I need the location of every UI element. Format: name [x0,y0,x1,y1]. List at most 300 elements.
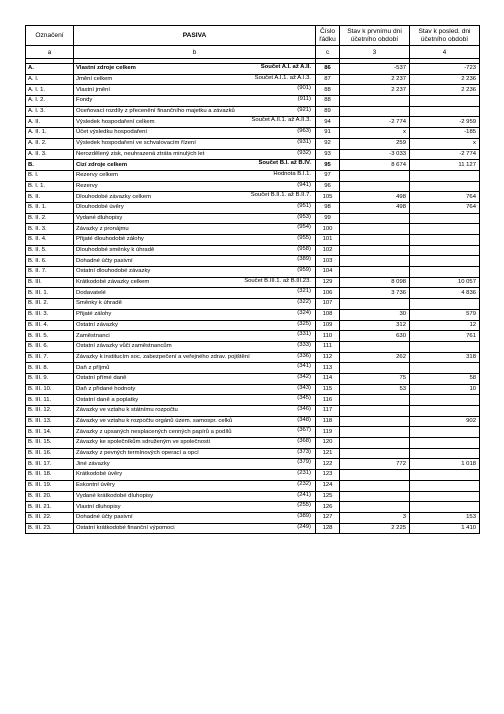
row-code: B. III. 20. [26,491,74,502]
value-first-day [340,491,410,502]
row-account-ref: (255) [297,502,311,509]
row-label: Vydané dluhopisy [76,214,123,221]
row-number: 127 [316,512,340,523]
value-first-day: 259 [340,138,410,149]
row-code: A. II. 1. [26,128,74,139]
row-code: B. III. 2. [26,299,74,310]
row-label: Vlastní jmění [76,86,111,93]
row-number: 125 [316,491,340,502]
row-number: 119 [316,427,340,438]
header-row-number: Číslo řádku [316,26,340,46]
value-first-day: x [340,128,410,139]
balance-sheet [25,25,479,534]
row-label-cell [74,96,316,107]
row-code: A. I. 3. [26,106,74,117]
row-account-ref: (367) [297,427,311,434]
value-last-day: -2 959 [410,117,480,128]
value-last-day: 11 127 [410,160,480,171]
table-row [26,202,480,213]
row-account-ref: (955) [297,235,311,241]
row-number: 95 [316,160,340,171]
row-number: 126 [316,502,340,513]
value-last-day [410,406,480,417]
value-last-day: 318 [410,352,480,363]
row-account-ref: (959) [297,267,311,274]
row-code: B. III. 13. [26,416,74,427]
table-row [26,256,480,267]
row-label: Závazky z pronájmu [76,225,129,232]
row-label: Krátkodobé závazky celkem [76,279,150,286]
row-label-cell [74,224,316,235]
row-code: B. I. 1. [26,181,74,192]
row-code: A. II. 3. [26,149,74,160]
value-first-day [340,299,410,310]
row-account-ref: (341) [297,363,311,370]
row-account-ref: (231) [297,470,311,477]
row-label: Závazky z pevných termínových operací a opcí [76,450,199,457]
table-row [26,512,480,523]
value-first-day: 75 [340,373,410,384]
row-label: Přijaté dlouhodobé zálohy [76,236,144,243]
row-code: B. II. [26,192,74,203]
row-label: Dlouhodobé závazky celkem [76,193,151,200]
value-last-day [410,491,480,502]
row-code: B. II. 1. [26,202,74,213]
row-code: B. III. 18. [26,470,74,481]
value-last-day: 10 057 [410,277,480,288]
value-first-day: 630 [340,331,410,342]
row-code: B. III. 7. [26,352,74,363]
row-label: Jmění celkem [76,76,113,83]
table-row [26,96,480,107]
row-number: 93 [316,149,340,160]
row-account-ref: (951) [297,202,311,209]
row-account-ref: (954) [297,224,311,231]
row-code: A. I. 1. [26,85,74,96]
row-label: Dohadné účty pasivní [76,514,133,521]
row-account-ref: (232) [297,480,311,487]
row-account-ref: (325) [297,320,311,327]
row-code: B. III. 11. [26,395,74,406]
row-code: A. II. 2. [26,138,74,149]
row-account-ref: (389) [297,256,311,263]
row-account-ref: (963) [297,128,311,135]
value-first-day [340,341,410,352]
value-last-day: 153 [410,512,480,523]
value-last-day [410,181,480,192]
value-first-day: 8 674 [340,160,410,171]
header-code: Označení [26,26,74,46]
value-last-day: 4 836 [410,288,480,299]
table-row [26,438,480,449]
table-row [26,138,480,149]
row-account-ref: (321) [297,288,311,295]
value-first-day [340,235,410,246]
row-label-cell [74,331,316,342]
row-code: A. II. [26,117,74,128]
row-number: 106 [316,288,340,299]
row-number: 124 [316,480,340,491]
row-code: B. III. 10. [26,384,74,395]
value-first-day [340,181,410,192]
row-number: 101 [316,235,340,246]
row-number: 122 [316,459,340,470]
row-code: B. III. 4. [26,320,74,331]
value-last-day: 764 [410,202,480,213]
table-row [26,277,480,288]
value-first-day: 498 [340,202,410,213]
row-number: 87 [316,74,340,85]
row-number: 105 [316,192,340,203]
value-first-day: 8 098 [340,277,410,288]
row-label-cell [74,427,316,438]
row-account-ref: (911) [297,96,311,103]
value-last-day [410,245,480,256]
row-number: 88 [316,85,340,96]
row-label: Vlastní dluhopisy [76,503,121,510]
value-last-day [410,170,480,181]
row-label: Ostatní závazky vůči zaměstnancům [76,343,172,350]
table-row [26,245,480,256]
row-label-cell [74,128,316,139]
row-code: B. III. 21. [26,502,74,513]
row-label-cell [74,170,316,181]
table-row [26,299,480,310]
row-label-cell [74,192,316,203]
row-account-ref: (368) [297,438,311,445]
value-last-day: -723 [410,64,480,75]
row-label-cell [74,288,316,299]
row-label: Výsledek hospodaření ve schvalovacím řízení [76,140,196,147]
row-label-cell [74,117,316,128]
row-code: B. [26,160,74,171]
row-account-ref: (249) [297,523,311,530]
row-label: Fondy [76,97,93,104]
row-label-cell [74,523,316,534]
row-number: 91 [316,128,340,139]
column-letters-row [26,46,480,59]
row-label-cell [74,448,316,459]
row-code: B. III. 6. [26,341,74,352]
row-number: 97 [316,170,340,181]
header-pasiva: PASIVA [74,26,316,46]
value-last-day [410,502,480,513]
value-last-day [410,438,480,449]
table-row [26,363,480,374]
row-account-ref: (389) [297,512,311,519]
row-number: 99 [316,213,340,224]
row-number: 98 [316,202,340,213]
row-code: B. II. 5. [26,245,74,256]
table-row [26,117,480,128]
row-code: B. I. [26,170,74,181]
value-last-day [410,470,480,481]
value-last-day: 12 [410,320,480,331]
table-row [26,491,480,502]
row-account-ref: (346) [297,406,311,412]
table-row [26,331,480,342]
value-last-day: -2 774 [410,149,480,160]
row-number: 108 [316,309,340,320]
value-first-day [340,106,410,117]
table-row [26,352,480,363]
value-last-day [410,448,480,459]
value-last-day [410,267,480,278]
table-row [26,523,480,534]
row-account-ref: Součet A.I.1. až A.I.3. [254,74,311,81]
value-first-day [340,416,410,427]
value-first-day: 53 [340,384,410,395]
value-first-day [340,96,410,107]
value-last-day [410,96,480,107]
row-code: B. III. 12. [26,406,74,417]
value-first-day [340,438,410,449]
value-first-day [340,427,410,438]
row-account-ref: (932) [297,149,311,156]
row-label: Cizí zdroje celkem [76,161,128,168]
row-account-ref: (322) [297,299,311,306]
value-first-day [340,267,410,278]
row-label-cell [74,74,316,85]
row-number: 118 [316,416,340,427]
row-number: 89 [316,106,340,117]
row-code: A. I. [26,74,74,85]
row-account-ref: (379) [297,459,311,466]
row-code: B. III. 14. [26,427,74,438]
row-account-ref: (373) [297,448,311,455]
row-label: Krátkodobé úvěry [76,471,123,478]
table-row [26,427,480,438]
row-account-ref: (953) [297,213,311,220]
row-label: Dlouhodobé směnky k úhradě [76,247,155,254]
row-number: 110 [316,331,340,342]
value-last-day [410,299,480,310]
value-last-day [410,256,480,267]
row-label: Závazky z upsaných nesplacených cenných papírů a podílů [76,428,232,435]
row-account-ref: Součet B.II.1. až B.II.7. [250,192,311,199]
row-label-cell [74,181,316,192]
row-label-cell [74,363,316,374]
letter-b: b [74,46,316,59]
table-row [26,480,480,491]
row-number: 86 [316,64,340,75]
table-row [26,74,480,85]
row-code: B. III. 8. [26,363,74,374]
row-code: B. III. 16. [26,448,74,459]
row-code: B. III. 17. [26,459,74,470]
row-account-ref: (241) [297,491,311,498]
value-last-day: 1 410 [410,523,480,534]
row-label-cell [74,395,316,406]
header-last-day: Stav k posled. dni účetního období [410,26,480,46]
row-label-cell [74,352,316,363]
table-row [26,267,480,278]
table-row [26,384,480,395]
table-row [26,64,480,75]
value-last-day: 761 [410,331,480,342]
row-account-ref: (958) [297,245,311,252]
row-number: 100 [316,224,340,235]
table-row [26,459,480,470]
row-code: B. III. 22. [26,512,74,523]
table-row [26,288,480,299]
row-label: Jiné závazky [76,460,110,467]
row-label-cell [74,416,316,427]
row-label-cell [74,502,316,513]
row-account-ref: (336) [297,352,311,359]
value-first-day: 2 225 [340,523,410,534]
row-label: Zaměstnanci [76,332,110,339]
row-number: 103 [316,256,340,267]
table-row [26,235,480,246]
table-row [26,160,480,171]
row-account-ref: (931) [297,138,311,145]
row-label-cell [74,480,316,491]
table-row [26,106,480,117]
table-row [26,213,480,224]
table-row [26,309,480,320]
row-label: Výsledek hospodaření celkem [76,118,155,125]
row-label: Ostatní daně a poplatky [76,396,139,403]
table-row [26,502,480,513]
row-label: Eskontní úvěry [76,482,115,489]
row-label-cell [74,491,316,502]
table-row [26,320,480,331]
value-first-day: -537 [340,64,410,75]
row-code: B. III. 15. [26,438,74,449]
row-number: 102 [316,245,340,256]
row-label-cell [74,256,316,267]
row-label-cell [74,106,316,117]
row-code: B. III. 5. [26,331,74,342]
row-account-ref: Hodnota B.I.1. [273,170,311,177]
row-number: 96 [316,181,340,192]
value-last-day: x [410,138,480,149]
row-label-cell [74,299,316,310]
row-label: Nerozdělený zisk, neuhrazená ztráta minulých let [76,150,205,157]
row-label-cell [74,470,316,481]
value-first-day: 3 [340,512,410,523]
row-number: 114 [316,373,340,384]
value-last-day: 902 [410,416,480,427]
row-label: Závazky ve vztahu k rozpočtu orgánů územ. samospr. celků [76,418,233,425]
value-first-day [340,363,410,374]
row-number: 111 [316,341,340,352]
value-first-day: 498 [340,192,410,203]
row-number: 117 [316,406,340,417]
letter-c: c [316,46,340,59]
table-row [26,448,480,459]
value-last-day: 579 [410,309,480,320]
value-last-day [410,480,480,491]
table-row [26,470,480,481]
row-code: B. III. 3. [26,309,74,320]
value-first-day [340,480,410,491]
row-label: Daň z přidané hodnoty [76,385,136,392]
row-number: 116 [316,395,340,406]
value-first-day [340,213,410,224]
value-first-day: -2 774 [340,117,410,128]
row-account-ref: (333) [297,341,311,348]
row-account-ref: (342) [297,373,311,380]
row-number: 104 [316,267,340,278]
row-number: 128 [316,523,340,534]
value-first-day: 30 [340,309,410,320]
row-label-cell [74,85,316,96]
value-last-day: 2 236 [410,74,480,85]
value-last-day [410,363,480,374]
table-row [26,341,480,352]
row-account-ref: Součet B.III.1. až B.III.23. [244,277,311,284]
value-first-day [340,395,410,406]
row-label: Závazky k institucím soc. zabezpečení a veřejného zdrav. pojištění [76,353,250,360]
value-first-day [340,245,410,256]
row-number: 88 [316,96,340,107]
row-label-cell [74,373,316,384]
row-account-ref: Součet A.II.1. až A.II.3. [251,117,311,124]
row-label-cell [74,202,316,213]
value-last-day [410,427,480,438]
row-label: Vlastní zdroje celkem [76,65,136,72]
row-label: Závazky ke společníkům sdruženým ve společnosti [76,439,210,446]
row-label: Ostatní přímé daně [76,375,127,382]
row-number: 112 [316,352,340,363]
row-code: B. III. [26,277,74,288]
value-last-day: 1 018 [410,459,480,470]
value-last-day [410,395,480,406]
row-label: Rezervy celkem [76,172,118,179]
table-row [26,395,480,406]
value-first-day [340,224,410,235]
row-number: 113 [316,363,340,374]
row-number: 115 [316,384,340,395]
row-label-cell [74,406,316,417]
header-row [26,26,480,46]
row-number: 121 [316,448,340,459]
letter-3: 3 [340,46,410,59]
row-label: Dodavatelé [76,289,106,296]
value-last-day: 10 [410,384,480,395]
table-row [26,128,480,139]
row-label-cell [74,341,316,352]
row-account-ref: (348) [297,416,311,423]
row-label: Účet výsledku hospodaření [76,129,148,136]
row-label-cell [74,235,316,246]
value-first-day: -3 033 [340,149,410,160]
row-code: B. II. 2. [26,213,74,224]
row-label: Daň z příjmů [76,364,110,371]
value-first-day: 262 [340,352,410,363]
value-last-day: 58 [410,373,480,384]
row-label-cell [74,245,316,256]
row-account-ref: (345) [297,395,311,402]
row-label-cell [74,277,316,288]
value-last-day [410,106,480,117]
value-first-day [340,406,410,417]
value-first-day: 312 [340,320,410,331]
row-code: A. I. 2. [26,96,74,107]
row-code: B. II. 6. [26,256,74,267]
value-last-day: 764 [410,192,480,203]
row-label: Ostatní krátkodobé finanční výpomoci [76,524,175,531]
row-label-cell [74,64,316,75]
row-number: 94 [316,117,340,128]
row-code: B. III. 9. [26,373,74,384]
letter-a: a [26,46,74,59]
row-label: Ostatní dlouhodobé závazky [76,268,151,275]
row-label: Rezervy [76,182,98,189]
row-label-cell [74,138,316,149]
